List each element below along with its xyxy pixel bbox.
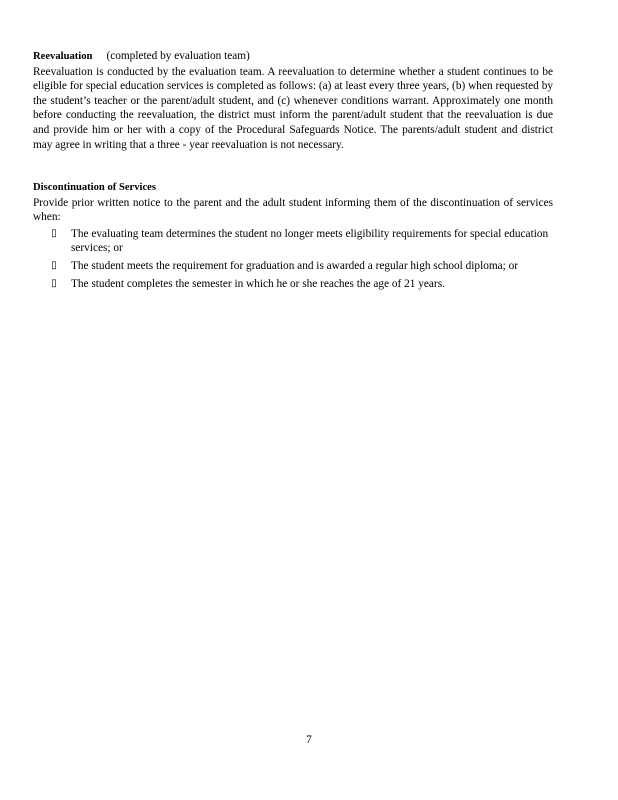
bullet-item (33, 227, 553, 256)
discontinuation-bullet-list (33, 227, 553, 291)
bullet-item (33, 277, 553, 292)
bullet-text: The student meets the requirement for graduation and is awarded a regular high school diploma; or (71, 259, 519, 272)
reevaluation-heading-line (33, 49, 553, 65)
bullet-glyph-icon: ▯ (51, 277, 57, 289)
discontinuation-heading-line (33, 180, 553, 196)
reevaluation-heading: Reevaluation (33, 51, 93, 62)
bullet-text: The evaluating team determines the student no longer meets eligibility requirements for special education services; or (71, 227, 549, 255)
discontinuation-intro: Provide prior written notice to the parent and the adult student informing them of the discontinuation of services when: (33, 196, 553, 224)
reevaluation-section (33, 49, 553, 152)
reevaluation-paragraph: Reevaluation is conducted by the evaluation team. A reevaluation to determine whether a student continues to be eligible for special education services is completed as follows: (a) at least every three years, (b) when requested by the student’s teacher or the parent/adult student, and (c) whenever conditions warrant. Approximately one month before conducting the reevaluation, the district must inform the parent/adult student that the reevaluation is due and provide him or her with a copy of the Procedural Safeguards Notice. The parents/adult student and district may agree in writing that a three - year reevaluation is not necessary. (33, 65, 553, 151)
bullet-glyph-icon: ▯ (51, 259, 57, 271)
page-number: 7 (306, 734, 312, 746)
bullet-glyph-icon: ▯ (51, 227, 57, 239)
bullet-text: The student completes the semester in which he or she reaches the age of 21 years. (71, 277, 445, 290)
bullet-item (33, 259, 553, 274)
discontinuation-section (33, 180, 553, 294)
discontinuation-heading: Discontinuation of Services (33, 182, 157, 193)
reevaluation-heading-note: (completed by evaluation team) (106, 50, 250, 62)
